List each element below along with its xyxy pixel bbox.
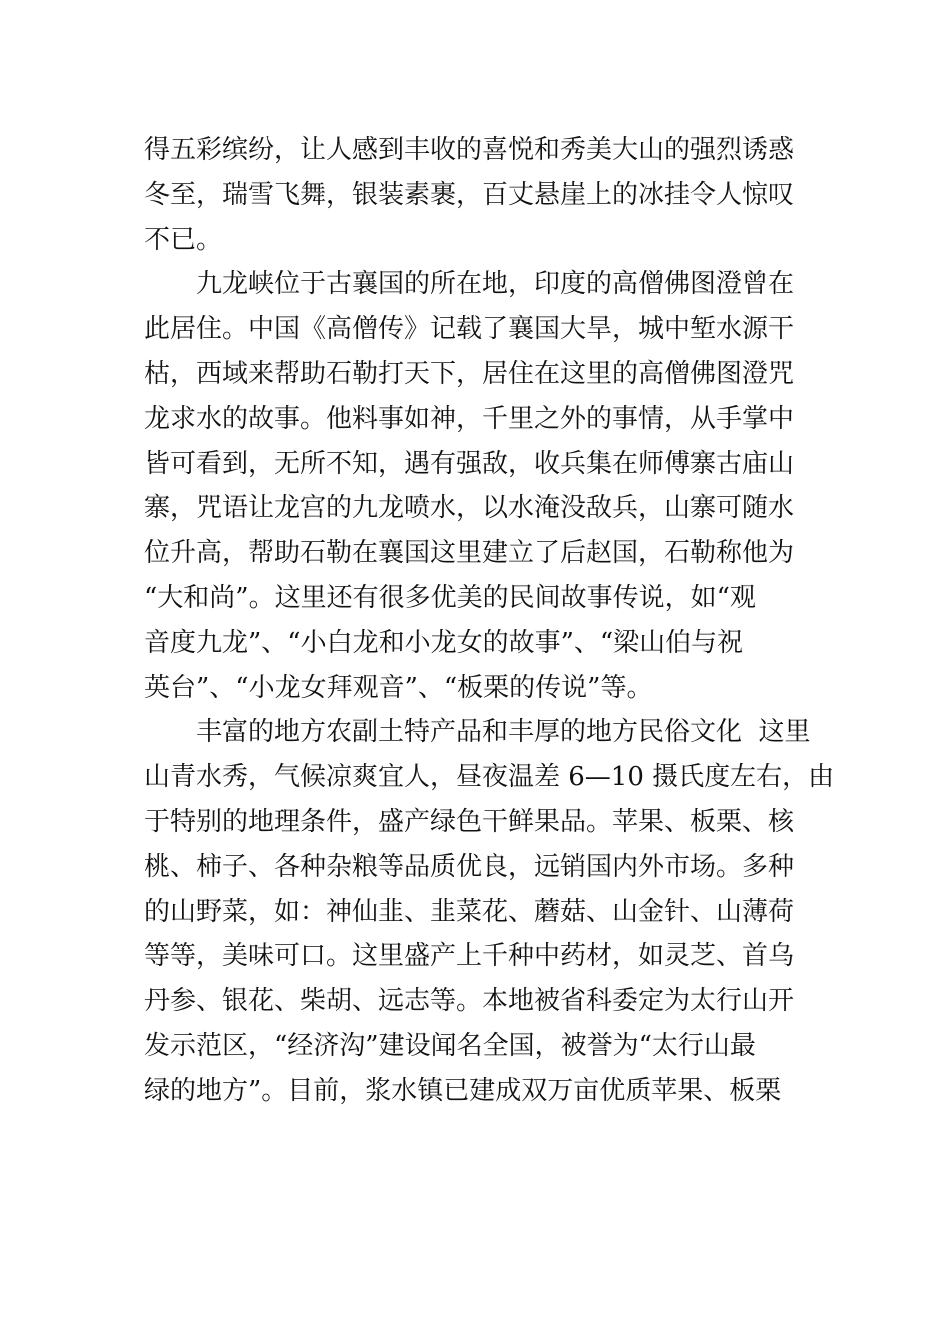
paragraph-3-line-6: 等等，美味可口。这里盛产上千种中药材，如灵芝、首乌 (144, 941, 795, 972)
paragraph-3-line-8: 发示范区，“经济沟”建设闻名全国，被誉为“太行山最 (144, 1030, 756, 1061)
paragraph-2-line-7: 位升高，帮助石勒在襄国这里建立了后赵国，石勒称他为 (144, 538, 795, 569)
paragraph-2-line-2: 此居住。中国《高僧传》记载了襄国大旱，城中堑水源干 (144, 314, 795, 345)
paragraph-3-line-7: 丹参、银花、柴胡、远志等。本地被省科委定为太行山开 (144, 986, 795, 1017)
paragraph-3-line-2: 山青水秀，气候凉爽宜人，昼夜温差 6—10 摄氏度左右，由 (144, 762, 835, 793)
paragraph-1-line-2: 冬至，瑞雪飞舞，银装素裹，百丈悬崖上的冰挂令人惊叹 (144, 179, 795, 210)
paragraph-2-line-6: 寨，咒语让龙宫的九龙喷水，以水淹没敌兵，山寨可随水 (144, 493, 795, 524)
paragraph-2-line-9: 音度九龙”、“小白龙和小龙女的故事”、“梁山伯与祝 (144, 627, 744, 658)
paragraph-1-line-1: 得五彩缤纷，让人感到丰收的喜悦和秀美大山的强烈诱惑 (144, 135, 795, 165)
paragraph-2-line-8: “大和尚”。这里还有很多优美的民间故事传说，如“观 (144, 582, 756, 613)
paragraph-2-line-3: 枯，西域来帮助石勒打天下，居住在这里的高僧佛图澄咒 (144, 358, 795, 389)
paragraph-2-line-1: 九龙峡位于古襄国的所在地，印度的高僧佛图澄曾在 (196, 269, 795, 300)
paragraph-2-line-10: 英台”、“小龙女拜观音”、“板栗的传说”等。 (144, 672, 653, 703)
body-text (144, 128, 835, 1114)
paragraph-3-line-9: 绿的地方”。目前，浆水镇已建成双万亩优质苹果、板栗 (144, 1075, 782, 1106)
paragraph-2-line-5: 皆可看到，无所不知，遇有强敌，收兵集在师傅寨古庙山 (144, 448, 795, 479)
paragraph-2-line-4: 龙求水的故事。他料事如神，千里之外的事情，从手掌中 (144, 403, 795, 434)
paragraph-3-line-1: 丰富的地方农副土特产品和丰厚的地方民俗文化 这里 (196, 717, 811, 748)
paragraph-3-line-4: 桃、柿子、各种杂粮等品质优良，远销国内外市场。多种 (144, 851, 795, 882)
paragraph-1-line-3: 不已。 (144, 224, 223, 255)
paragraph-3-line-5: 的山野菜，如：神仙韭、韭菜花、蘑菇、山金针、山薄荷 (144, 896, 795, 927)
paragraph-3-line-3: 于特别的地理条件，盛产绿色干鲜果品。苹果、板栗、核 (144, 806, 795, 837)
